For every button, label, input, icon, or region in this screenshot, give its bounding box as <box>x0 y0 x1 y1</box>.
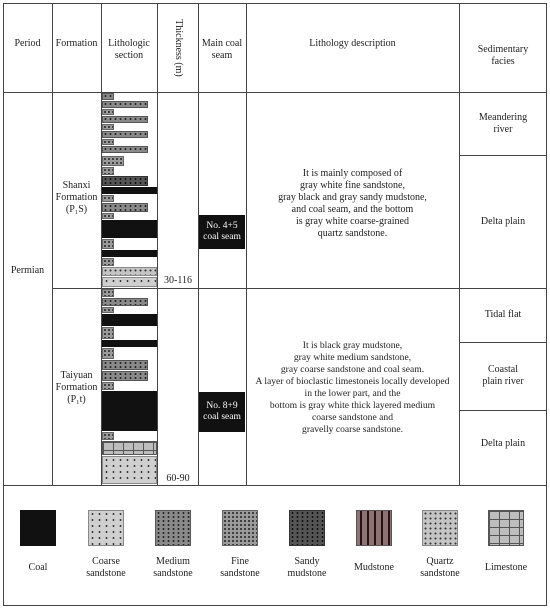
layer-fine-sandstone <box>102 139 114 145</box>
header-formation: Formation <box>55 38 98 49</box>
layer-fine-sandstone <box>102 348 114 359</box>
thickness-shanxi: 30-116 <box>164 275 192 286</box>
layer-quartz-sandstone <box>102 267 157 276</box>
formation-taiyuan <box>52 370 101 406</box>
facies-line-4 <box>459 410 547 411</box>
layer-fine-sandstone <box>102 307 114 313</box>
desc-taiyuan-line: A layer of bioclastic limestoneis locally developed <box>255 376 450 387</box>
facies-line-1 <box>459 155 547 156</box>
facies-tidal-flat: Tidal flat <box>484 309 522 320</box>
formation-taiyuan-code: (P₁t) <box>67 394 86 405</box>
thickness-taiyuan: 60-90 <box>166 473 190 484</box>
layer-fine-sandstone <box>102 109 114 115</box>
desc-taiyuan-line: gray white medium sandstone, <box>293 352 412 363</box>
description-taiyuan <box>246 340 459 436</box>
coal-seam-4-5-line1: No. 4+5 <box>206 221 238 231</box>
layer-sandy-mudstone <box>102 176 148 186</box>
layer-coarse-sandstone <box>102 277 157 287</box>
legend-swatch-limestone <box>488 510 524 546</box>
legend-label-fine-sandstone <box>205 556 275 580</box>
desc-taiyuan-line: bottom is gray white thick layered medium <box>269 400 436 411</box>
layer-coal <box>102 314 157 326</box>
header-main-coal-seam: Main coal seam <box>201 38 243 61</box>
legend-swatch-fine-sandstone <box>222 510 258 546</box>
layer-limestone <box>102 441 157 455</box>
facies-line: plain river <box>482 376 524 387</box>
layer-fine-sandstone <box>102 258 114 266</box>
legend-text: Sandy <box>294 556 320 567</box>
desc-taiyuan-line: in the lower part, and the <box>304 388 401 399</box>
coal-seam-8-9 <box>199 392 245 432</box>
header-lithology-description: Lithology description <box>309 38 396 49</box>
legend-label-coarse-sandstone <box>71 556 141 580</box>
legend-text: Medium <box>156 556 190 567</box>
formation-shanxi <box>52 180 101 216</box>
layer-medium-sandstone <box>102 116 148 123</box>
facies-delta-plain-lower: Delta plain <box>480 438 526 449</box>
legend-text: Quartz <box>426 556 454 567</box>
layer-fine-sandstone <box>102 239 114 249</box>
legend-text: Limestone <box>484 562 528 573</box>
legend-text: mudstone <box>287 568 327 579</box>
layer-coal <box>102 187 157 194</box>
legend-text: sandstone <box>220 568 260 579</box>
desc-taiyuan-line: gravelly coarse sandstone. <box>302 424 403 435</box>
layer-fine-sandstone <box>102 195 114 202</box>
legend-text: sandstone <box>420 568 460 579</box>
layer-coal <box>102 220 157 238</box>
legend-text: Fine <box>231 556 249 567</box>
facies-line: Coastal <box>488 364 518 375</box>
header-lithologic-section: Lithologic section <box>108 38 150 61</box>
facies-meandering-river <box>459 112 547 136</box>
desc-taiyuan-line: It is black gray mudstone, <box>302 340 403 351</box>
layer-coal <box>102 250 157 257</box>
legend-label-limestone <box>471 562 541 574</box>
legend-top-line <box>3 485 547 486</box>
legend-swatch-mudstone <box>356 510 392 546</box>
facies-line-2 <box>459 288 547 289</box>
layer-medium-sandstone <box>102 371 148 381</box>
col-line-3 <box>157 3 158 485</box>
col-line-6 <box>459 3 460 485</box>
coal-seam-8-9-line1: No. 8+9 <box>206 401 238 411</box>
legend-swatch-sandy-mudstone <box>289 510 325 546</box>
layer-medium-sandstone <box>102 93 114 100</box>
layer-fine-sandstone <box>102 167 114 175</box>
legend-text: sandstone <box>86 568 126 579</box>
description-shanxi <box>246 168 459 240</box>
legend-label-quartz-sandstone <box>405 556 475 580</box>
desc-taiyuan-line: coarse sandstone and <box>312 412 393 423</box>
legend-swatch-coarse-sandstone <box>88 510 124 546</box>
legend-text: sandstone <box>153 568 193 579</box>
legend-label-sandy-mudstone <box>272 556 342 580</box>
layer-fine-sandstone <box>102 432 114 440</box>
facies-line: river <box>493 124 513 135</box>
layer-fine-sandstone <box>102 213 114 219</box>
table-frame <box>3 3 547 606</box>
coal-seam-4-5 <box>199 215 245 249</box>
formation-shanxi-name: Shanxi Formation <box>55 180 98 203</box>
header-period: Period <box>14 38 41 49</box>
layer-medium-sandstone <box>102 203 148 212</box>
col-line-1 <box>52 3 53 485</box>
layer-fine-sandstone <box>102 382 114 390</box>
legend-label-coal <box>3 562 73 574</box>
layer-coal <box>102 340 157 347</box>
desc-shanxi-line: quartz sandstone. <box>317 228 388 239</box>
legend-label-mudstone <box>339 562 409 574</box>
legend-swatch-coal <box>20 510 56 546</box>
layer-medium-sandstone <box>102 131 148 138</box>
layer-coal <box>102 391 157 431</box>
legend-label-medium-sandstone <box>138 556 208 580</box>
layer-fine-sandstone <box>102 327 114 339</box>
formation-taiyuan-name: Taiyuan Formation <box>55 370 98 393</box>
formation-shanxi-code: (P₁S) <box>65 204 88 215</box>
desc-shanxi-line: It is mainly composed of <box>302 168 403 179</box>
desc-shanxi-line: gray black and gray sandy mudstone, <box>278 192 427 203</box>
legend-text: Mudstone <box>354 562 394 573</box>
desc-shanxi-line: is gray white coarse-grained <box>295 216 409 227</box>
desc-taiyuan-line: gray coarse sandstone and coal seam. <box>280 364 425 375</box>
header-thickness: Thickness (m) <box>173 19 184 77</box>
facies-delta-plain-upper: Delta plain <box>480 216 526 227</box>
layer-coarse-sandstone <box>102 456 157 484</box>
legend-text: Coal <box>28 562 48 573</box>
layer-medium-sandstone <box>102 146 148 153</box>
layer-fine-sandstone <box>102 289 114 297</box>
desc-shanxi-line: gray white fine sandstone, <box>300 180 405 191</box>
facies-coastal-plain-river <box>459 364 547 388</box>
period-permian: Permian <box>10 265 45 276</box>
legend-text: Coarse <box>92 556 120 567</box>
legend-swatch-medium-sandstone <box>155 510 191 546</box>
coal-seam-8-9-line2: coal seam <box>203 412 241 422</box>
coal-seam-4-5-line2: coal seam <box>203 232 241 242</box>
header-sedimentary-facies: Sedimentary facies <box>477 44 529 67</box>
header-bottom-line <box>3 92 547 93</box>
desc-shanxi-line: and coal seam, and the bottom <box>291 204 414 215</box>
layer-medium-sandstone <box>102 101 148 108</box>
layer-medium-sandstone <box>102 360 148 370</box>
legend-swatch-quartz-sandstone <box>422 510 458 546</box>
layer-fine-sandstone <box>102 124 114 130</box>
facies-line-3 <box>459 342 547 343</box>
facies-line: Meandering <box>478 112 528 123</box>
layer-fine-sandstone <box>102 156 124 166</box>
layer-medium-sandstone <box>102 298 148 306</box>
